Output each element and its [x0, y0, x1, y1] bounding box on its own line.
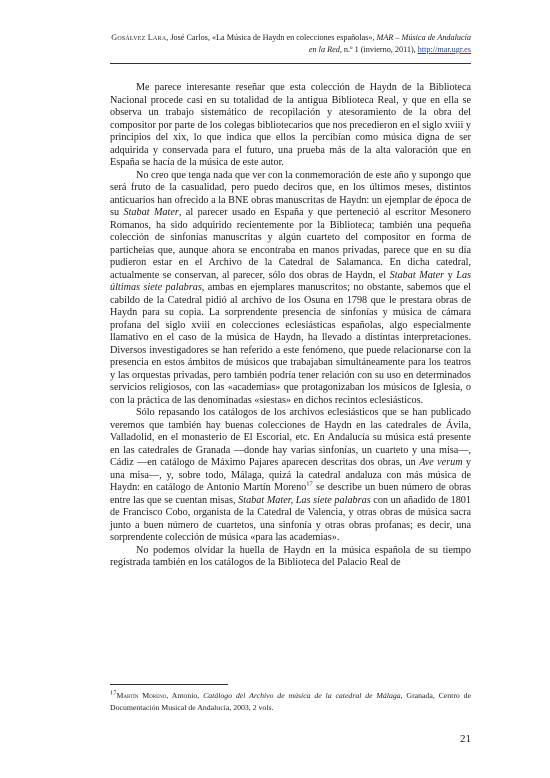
footnote-ref-17[interactable]: 17 — [306, 480, 313, 488]
p2-text-b: , al parecer usado en España y que perteneció al escritor Mesonero Romanos, ha sido adquirido recientemente por la Biblioteca; también una pequeña colección de sinfonías manuscritas y algún cuarteto del compositor en forma de particheias que, aunque ahora se encontraba en manos privadas, parece que en su día pudieron estar en el Archivo de la Catedral de Salamanca. En dicha catedral, actualmente se conservan, al parecer, sólo dos obras de Haydn, el — [110, 207, 472, 281]
p2-text-c: y — [444, 269, 457, 281]
footnote-rule — [110, 684, 228, 685]
header-author: Gosálvez Lara — [111, 33, 167, 42]
footnote-17 — [110, 690, 471, 713]
header-rule — [110, 63, 471, 64]
header-issue: , n.º 1 (invierno, 2011), — [339, 45, 416, 54]
p2-title-stabat: Stabat Mater — [123, 207, 179, 218]
paragraph-2 — [110, 170, 471, 408]
body-text — [110, 82, 471, 570]
footnote-number: 17 — [110, 689, 117, 697]
p2-text-d: , ambas en ejemplares manuscritos; no obstante, sabemos que el cabildo de la Catedral pidió al archivo de los Osuna en 1798 que le prestara obras de Haydn para su copia. La sorprendente presencia de sinfonías y música de cámara profana del siglo xviii en colecciones eclesiásticas españolas, algo especialmente llamativo en el caso de la música de Haydn, ha llevado a distintas interpretaciones. Diversos investigadores se han referido a este fenómeno, que puede relacionarse con la presencia en estos ámbitos de músicos que trabajaban simultáneamente para los teatros y las orquestas privadas, pero también podría tener relación con su uso en determinados servicios religiosos, con las «academias» que protagonizaban los músicos de Iglesia, o con la práctica de las denominadas «siestas» en dichos recintos eclesiásticos. — [110, 282, 472, 406]
p3-text-b: y una misa—, y, sobre todo, Málaga, quizá la catedral andaluza con más música de Haydn: en catálogo de Antonio Martín Moreno — [110, 457, 471, 493]
footnote-author-rest: , Antonio, — [166, 691, 200, 700]
p2-text-a: No creo que tenga nada que ver con la conmemoración de este año y supongo que será fruto de la casualidad, pero puedo deciros que, en los últimos meses, distintos anticuarios han ofrecido a la BNE obras manuscritas de Haydn: un ejemplar de época de su — [110, 169, 471, 218]
header-url-link[interactable]: http://mar.ugr.es — [417, 45, 471, 54]
paragraph-1: Me parece interesante reseñar que esta colección de Haydn de la Biblioteca Nacional procede casi en su totalidad de la antigua Biblioteca Real, y que en ella se observa un trabajo sistemático de recopilación y atesoramiento de la obra del compositor por parte de los colegas bibliotecarios que nos precedieron en el siglo xviii y principios del xix, lo que indica que ellos la percibían como música digna de ser adquirida y conservada para el futuro, una prueba más de la alta valoración que en España se hacía de la música de este autor. — [110, 82, 471, 168]
paragraph-3 — [110, 407, 471, 545]
footnote-title: Catálogo del Archivo de música de la catedral de Málaga — [203, 691, 401, 700]
p3-text-a: Sólo repasando los catálogos de los archivos eclesiásticos que se han publicado veremos que también hay buenas colecciones de Haydn en las catedrales de Ávila, Valladolid, en el monasterio de El Escorial, etc. En Andalucía su música está presente en las catedrales de Granada —donde hay varias sinfonías, un cuarteto y una misa—, Cádiz —en catálogo de Máximo Pajares aparecen descritas dos obras, un — [110, 407, 471, 468]
p3-text-d: con un añadido de 1801 de Francisco Cobo, organista de la Catedral de Valencia, y otras obras de música sacra junto a buen número de cuartetos, una sinfonía y otras obras profanas; es decir, una sorprendente colección de música «para las academias». — [110, 494, 471, 543]
page-number: 21 — [460, 733, 471, 745]
footnote-author: Martín Moreno — [116, 691, 167, 700]
p2-title-palabras: Las últimas siete palabras — [110, 269, 472, 293]
p3-titles: Stabat Mater, Las siete palabras — [238, 494, 371, 506]
header-journal: MAR – Música de Andalucía en la Red — [308, 33, 471, 54]
paragraph-4: No podemos olvidar la huella de Haydn en la música española de su tiempo registrada también en los catálogos de la Biblioteca del Palacio Real de — [110, 544, 471, 568]
running-header — [110, 32, 471, 56]
footnote-rest: , Granada, Centro de Documentación Musical de Andalucía, 2003, 2 vols. — [110, 691, 472, 712]
p3-text-c: se describe un buen número de obras entre las que se cuentan misas, — [110, 482, 471, 506]
p3-title-ave-verum: Ave verum — [419, 457, 463, 468]
p2-title-stabat-2: Stabat Mater — [389, 269, 445, 281]
header-author-rest: , José Carlos, «La Música de Haydn en colecciones españolas», — [166, 33, 375, 42]
